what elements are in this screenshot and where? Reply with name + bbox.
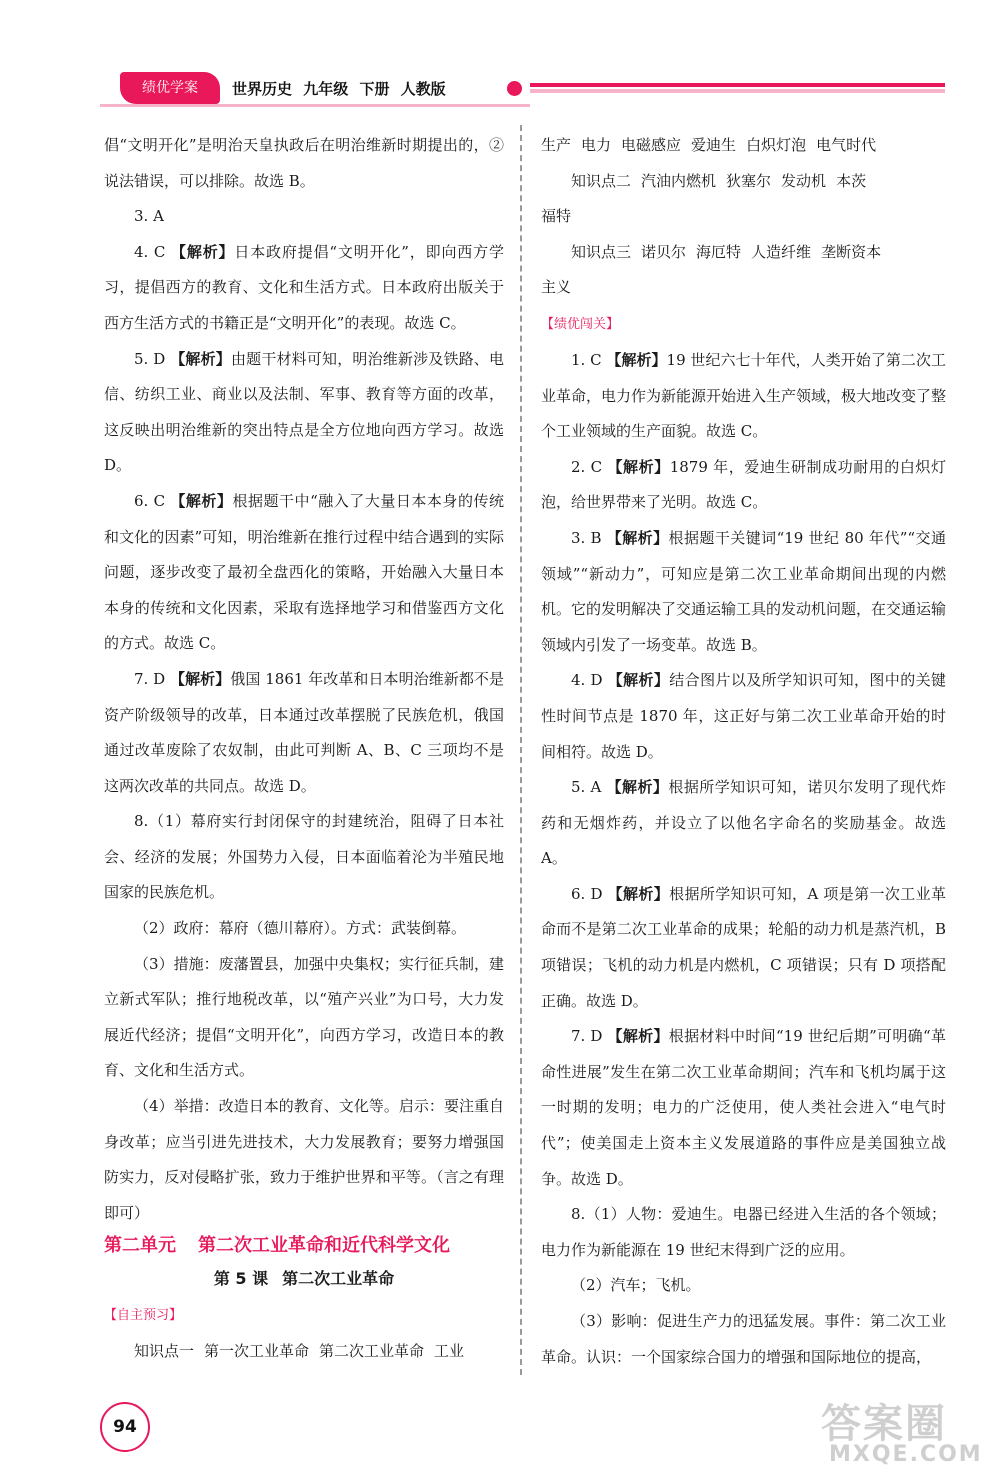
analysis-tag: 【解析】 xyxy=(607,1027,669,1046)
answer-item: 7. D 【解析】根据材料中时间“19 世纪后期”可明确“革命性进展”发生在第二次工业革命期间；汽车和飞机均属于这一时期的发明；电力的广泛使用，使人类社会进入“电气时代”；使美国走上资本主义发展道路的事件应是美国独立战争。故选 D。 xyxy=(541,1027,946,1188)
analysis-tag: 【解析】 xyxy=(171,242,235,261)
watermark-logo xyxy=(815,1392,983,1472)
page-header xyxy=(0,0,1000,130)
column-divider xyxy=(520,125,522,1375)
analysis-tag: 【解析】 xyxy=(606,528,669,547)
analysis-tag: 【解析】 xyxy=(607,884,670,903)
section-tag-challenge: 【绩优闯关】 xyxy=(541,316,620,332)
answer-item: 8.（1）人物：爱迪生。电器已经进入生活的各个领域；电力作为新能源在 19 世纪末得到广泛的应用。 xyxy=(541,1205,946,1259)
analysis-tag: 【解析】 xyxy=(170,349,231,368)
answer-item: 3. B 【解析】根据题干关键词“19 世纪 80 年代”“交通领域”“新动力”，可知应是第二次工业革命期间出现的内燃机。它的发明解决了交通运输工具的发动机问题，在交通运输领域内引发了一场变革。故选 B。 xyxy=(541,528,947,654)
answer-item: 8.（1）幕府实行封闭保守的封建统治，阻碍了日本社会、经济的发展；外国势力入侵，日本面临着沦为半殖民地国家的民族危机。 xyxy=(104,812,504,902)
page-number: 94 xyxy=(100,1402,150,1452)
answer-item: 3. A xyxy=(134,207,164,226)
answer-item: （3）影响：促进生产力的迅猛发展。事件：第二次工业革命。认识：一个国家综合国力的增强和国际地位的提高， xyxy=(541,1312,946,1366)
watermark-url: MXQE.COM xyxy=(829,1442,983,1467)
watermark-text: 答案圈 xyxy=(821,1401,947,1447)
analysis-tag: 【解析】 xyxy=(607,457,670,476)
knowledge-point-continued: 主义 xyxy=(541,278,572,297)
analysis-tag: 【解析】 xyxy=(170,669,231,688)
answer-item: 6. D 【解析】根据所学知识可知，A 项是第一次工业革命而不是第二次工业革命的成果；轮船的动力机是蒸汽机，B 项错误；飞机的动力机是内燃机，C 项错误；只有 D 项搭配正确。故选 D。 xyxy=(541,884,946,1010)
knowledge-point: 知识点一 第一次工业革命 第二次工业革命 工业 xyxy=(134,1342,465,1360)
header-rule-light xyxy=(530,89,945,93)
knowledge-point-continued: 福特 xyxy=(541,207,572,226)
header-rule-dark xyxy=(530,83,945,87)
answer-item: （2）汽车；飞机。 xyxy=(571,1276,701,1295)
analysis-tag: 【解析】 xyxy=(606,350,667,369)
series-badge: 绩优学案 xyxy=(120,72,220,104)
analysis-tag: 【解析】 xyxy=(170,491,233,510)
knowledge-point-continued: 生产 电力 电磁感应 爱迪生 白炽灯泡 电气时代 xyxy=(541,136,877,154)
header-dot xyxy=(507,81,522,96)
answer-item: 2. C 【解析】1879 年，爱迪生研制成功耐用的白炽灯泡，给世界带来了光明。故选 C。 xyxy=(541,457,946,512)
knowledge-point: 知识点三 诺贝尔 海厄特 人造纤维 垄断资本 xyxy=(571,242,882,261)
answer-item: 5. D 【解析】由题干材料可知，明治维新涉及铁路、电信、纺织工业、商业以及法制、军事、教育等方面的改革，这反映出明治维新的突出特点是全方位地向西方学习。故选 D。 xyxy=(104,349,504,475)
left-column xyxy=(104,128,504,1370)
lesson-heading: 第 5 课 第二次工业革命 xyxy=(213,1269,395,1289)
answer-item: （4）举措：改造日本的教育、文化等。启示：要注重自身改革；应当引进先进技术，大力发展教育；要努力增强国防实力，反对侵略扩张，致力于维护世界和平等。（言之有理即可） xyxy=(104,1097,504,1222)
answer-item: 7. D 【解析】俄国 1861 年改革和日本明治维新都不是资产阶级领导的改革，日本通过改革摆脱了民族危机，俄国通过改革废除了农奴制，由此可判断 A、B、C 三项均不是这两次改革的共同点。故选 D。 xyxy=(104,669,504,795)
right-column xyxy=(541,128,946,1375)
knowledge-point: 知识点二 汽油内燃机 狄塞尔 发动机 本茨 xyxy=(571,171,867,190)
analysis-tag: 【解析】 xyxy=(606,778,669,797)
analysis-tag: 【解析】 xyxy=(607,671,670,690)
answer-item: 5. A 【解析】根据所学知识可知，诺贝尔发明了现代炸药和无烟炸药，并设立了以他名字命名的奖励基金。故选 A。 xyxy=(541,778,946,868)
answer-item: （3）措施：废藩置县，加强中央集权；实行征兵制，建立新式军队；推行地税改革，以“殖产兴业”为口号，大力发展近代经济；提倡“文明开化”，向西方学习，改造日本的教育、文化和生活方式。 xyxy=(104,954,504,1080)
answer-item: 1. C 【解析】19 世纪六七十年代，人类开始了第二次工业革命，电力作为新能源开始进入生产领域，极大地改变了整个工业领域的生产面貌。故选 C。 xyxy=(541,350,947,441)
answer-item: 6. C 【解析】根据题干中“融入了大量日本本身的传统和文化的因素”可知，明治维新在推行过程中结合遇到的实际问题，逐步改变了最初全盘西化的策略，开始融入大量日本本身的传统和文化因素，采取有选择地学习和借鉴西方文化的方式。故选 C。 xyxy=(104,491,504,653)
section-tag-preview: 【自主预习】 xyxy=(104,1308,183,1323)
header-rule-left xyxy=(100,104,530,107)
unit-heading: 第二单元 第二次工业革命和近代科学文化 xyxy=(104,1235,450,1257)
answer-item: 4. D 【解析】结合图片以及所学知识可知，图中的关键性时间节点是 1870 年，这正好与第二次工业革命开始的时间相符。故选 D。 xyxy=(541,671,946,761)
book-title: 世界历史 九年级 下册 人教版 xyxy=(232,80,446,98)
answer-item: 4. C 【解析】日本政府提倡“文明开化”，即向西方学习，提倡西方的教育、文化和生活方式。日本政府出版关于西方生活方式的书籍正是“文明开化”的表现。故选 C。 xyxy=(104,242,504,332)
answer-item: （2）政府：幕府（德川幕府）。方式：武装倒幕。 xyxy=(134,919,467,938)
answer-paragraph: 倡“文明开化”是明治天皇执政后在明治维新时期提出的，②说法错误，可以排除。故选 B。 xyxy=(104,136,504,190)
